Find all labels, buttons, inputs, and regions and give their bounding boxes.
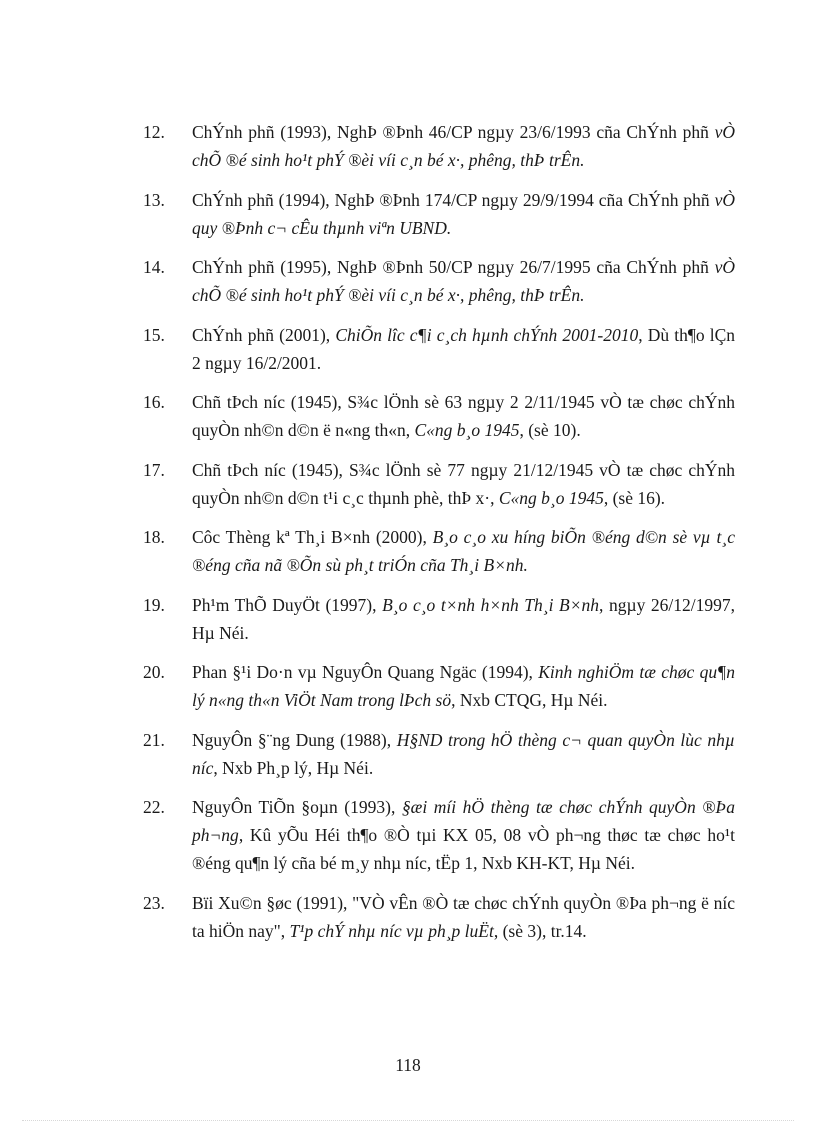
reference-number: 17. — [143, 459, 165, 480]
reference-text — [192, 456, 735, 512]
reference-segment: Côc Thèng kª Th¸i B×nh (2000), — [192, 527, 433, 547]
reference-segment: Chñ tÞch níc (1945), S¾c lÖnh sè 77 ngµy 21/12/1945 vÒ tæ chøc chÝnh quyÒn nh©n d©n t¹i c¸c thµnh phè, thÞ x·, — [192, 459, 735, 508]
reference-item — [143, 658, 735, 714]
reference-segment: ChÝnh phñ (1994), NghÞ ®Þnh 174/CP ngµy 29/9/1994 cña ChÝnh phñ — [192, 189, 715, 210]
reference-text — [192, 726, 735, 782]
reference-number: 16. — [143, 392, 165, 412]
reference-text — [192, 591, 735, 647]
reference-title: ChiÕn lîc c¶i c¸ch hµnh chÝnh 2001-2010 — [335, 324, 639, 345]
reference-segment: NguyÔn §¨ng Dung (1988), — [192, 729, 397, 750]
reference-text — [192, 388, 735, 444]
reference-segment: , Nxb Ph¸p lý, Hµ Néi. — [213, 757, 374, 778]
reference-item — [143, 118, 735, 174]
reference-number: 23. — [143, 892, 165, 913]
reference-number: 13. — [143, 189, 165, 210]
reference-item — [143, 523, 735, 579]
reference-segment: Ph¹m ThÕ DuyÖt (1997), — [192, 594, 383, 615]
reference-item — [143, 456, 735, 512]
reference-item — [143, 793, 735, 877]
reference-number: 14. — [143, 257, 165, 277]
reference-text — [192, 186, 735, 242]
reference-number: 21. — [143, 729, 165, 750]
reference-title: H§ND trong hÖ thèng c¬ quan quyÒn lùc nhµ níc — [192, 729, 735, 778]
reference-text — [192, 793, 735, 877]
reference-segment: , (sè 16). — [603, 487, 666, 508]
reference-title: vÒ chÕ ®é sinh ho¹t phÝ ®èi víi c¸n bé x·, phêng, thÞ trÊn. — [192, 122, 735, 170]
reference-number: 18. — [143, 527, 165, 547]
reference-number: 20. — [143, 662, 165, 682]
reference-title: C«ng b¸o 1945 — [414, 420, 520, 440]
reference-item — [143, 889, 735, 945]
reference-segment: , Kû yÕu Héi th¶o ®Ò tµi KX 05, 08 vÒ ph¬ng thøc tæ chøc ho¹t ®éng qu¶n lý cña bé m¸y nhµ níc, tËp 1, Nxb KH-KT, Hµ Néi. — [192, 825, 735, 873]
reference-item — [143, 186, 735, 242]
reference-segment: Phan §¹i Do·n vµ NguyÔn Quang Ngäc (1994), — [192, 662, 539, 682]
reference-title: vÒ chÕ ®é sinh ho¹t phÝ ®èi víi c¸n bé x·, phêng, thÞ trÊn. — [192, 257, 735, 305]
reference-text — [192, 253, 735, 309]
reference-title: Kinh nghiÖm tæ chøc qu¶n lý n«ng th«n ViÖt Nam trong lÞch sö — [192, 662, 735, 710]
page-number: 118 — [395, 1055, 421, 1075]
reference-title: §æi míi hÖ thèng tæ chøc chÝnh quyÒn ®Þa ph¬ng — [192, 797, 735, 845]
reference-title: T¹p chÝ nhµ níc vµ ph¸p luËt — [289, 920, 494, 941]
reference-text — [192, 658, 735, 714]
reference-segment: , (sè 10). — [519, 420, 581, 440]
reference-item — [143, 388, 735, 444]
reference-number: 22. — [143, 797, 165, 817]
reference-segment: , Dù th¶o lÇn 2 ngµy 16/2/2001. — [192, 324, 736, 373]
reference-segment: Chñ tÞch níc (1945), S¾c lÖnh sè 63 ngµy 2 2/11/1945 vÒ tæ chøc chÝnh quyÒn nh©n d©n ë n«ng th«n, — [192, 392, 735, 440]
reference-text — [192, 889, 735, 945]
reference-segment: , (sè 3), tr.14. — [493, 920, 587, 941]
reference-item — [143, 726, 735, 782]
reference-list — [143, 118, 735, 956]
reference-segment: NguyÔn TiÕn §oµn (1993), — [192, 797, 402, 817]
reference-item — [143, 591, 735, 647]
reference-number: 12. — [143, 122, 165, 142]
reference-number: 15. — [143, 324, 165, 345]
reference-title: C«ng b¸o 1945 — [498, 487, 604, 508]
reference-title: vÒ quy ®Þnh c¬ cÊu thµnh viªn UBND. — [192, 189, 735, 238]
reference-segment: ChÝnh phñ (1995), NghÞ ®Þnh 50/CP ngµy 26/7/1995 cña ChÝnh phñ — [192, 257, 715, 277]
reference-segment: ChÝnh phñ (2001), — [192, 324, 336, 345]
reference-text — [192, 321, 735, 377]
reference-segment: , ngµy 26/12/1997, Hµ Néi. — [192, 594, 736, 643]
reference-title: B¸o c¸o xu híng biÕn ®éng d©n sè vµ t¸c ®éng cña nã ®Õn sù ph¸t triÓn cña Th¸i B×nh. — [192, 527, 735, 575]
reference-segment: , Nxb CTQG, Hµ Néi. — [451, 690, 608, 710]
page-bottom-divider — [22, 1120, 794, 1121]
reference-text — [192, 523, 735, 579]
reference-text — [192, 118, 735, 174]
reference-number: 19. — [143, 594, 165, 615]
reference-segment: ChÝnh phñ (1993), NghÞ ®Þnh 46/CP ngµy 23/6/1993 cña ChÝnh phñ — [192, 122, 715, 142]
reference-item — [143, 321, 735, 377]
reference-segment: Bïi Xu©n §øc (1991), "VÒ vÊn ®Ò tæ chøc chÝnh quyÒn ®Þa ph¬ng ë níc ta hiÖn nay", — [192, 892, 735, 941]
reference-item — [143, 253, 735, 309]
reference-title: B¸o c¸o t×nh h×nh Th¸i B×nh — [382, 594, 600, 615]
